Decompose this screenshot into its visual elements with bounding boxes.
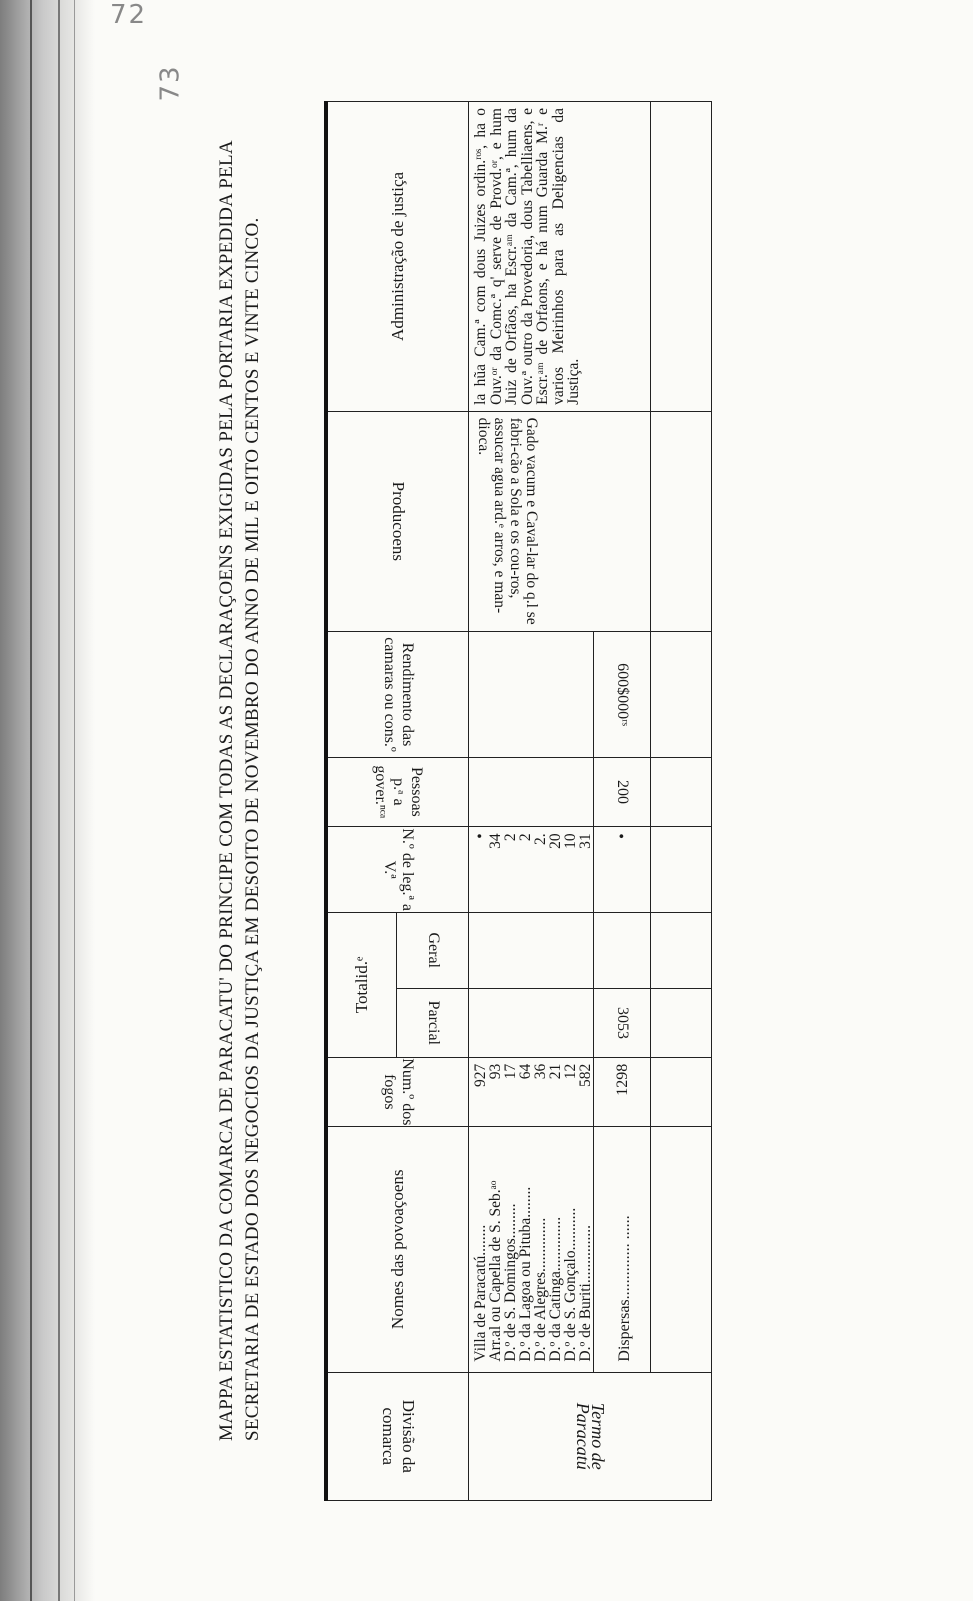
page-number: 73: [155, 64, 186, 102]
povoacao-name: Villa de Paracatú........: [471, 1224, 489, 1362]
fogos-value: 582: [576, 1063, 594, 1087]
binding-crease: [74, 0, 75, 1601]
statistics-table: [324, 101, 712, 1501]
fogos-value: 64: [516, 1063, 534, 1079]
header-leguas: N.º de leg.ª a V.ª: [326, 826, 469, 912]
header-parcial: Parcial: [396, 988, 468, 1057]
rendimento-empty: [468, 631, 593, 757]
header-divisao: Divisão da comarca: [326, 1372, 469, 1500]
leguas-value: 20: [546, 832, 564, 849]
leguas-value: 31: [576, 832, 594, 849]
fogos-value: 12: [561, 1063, 579, 1079]
producoens-cell: Gado vacum e Caval-lar do q.l se fabri-cão a Sola e os cou-ros, assucar agua ard.ᵉ arros, e man-dioca.: [468, 411, 650, 631]
povoacao-name: D.º da Lagoa ou Pituba........: [516, 1186, 534, 1362]
povoacao-name: D.º da Catinga..............: [546, 1216, 564, 1362]
dispersas-leguas: •: [593, 826, 650, 912]
header-nomes: Nomes das povoaçoens: [326, 1126, 469, 1372]
povoacao-name: D.º de S. Gonçalo...........: [561, 1207, 579, 1362]
document-title: MAPPA ESTATISTICO DA COMARCA DE PARACATU' DO PRINCIPE COM TODAS AS DECLARAÇOENS EXIGIDAS PELA PORTARIA EXPEDIDA PELA SECRETARIA DE ESTADO DOS NEGOCIOS DA JUSTIÇA EM DESOITO DE NOVEMBRO DO ANNO DE MIL E OITO CENTOS E VINTE CINCO.: [215, 140, 263, 1441]
fogos-value: 93: [486, 1063, 504, 1079]
divisao-cell: Termo de Paracatú: [468, 1372, 711, 1500]
header-num-fogos: Num.º dos fogos: [326, 1057, 469, 1126]
header-administracao: Administração de justiça: [326, 101, 469, 411]
handwritten-mark: 72: [110, 0, 148, 30]
table-row-blank: [650, 101, 711, 1500]
povoacoes-names: [468, 1126, 593, 1372]
table-row-povoacoes: [468, 101, 593, 1500]
dispersas-geral: [593, 912, 650, 988]
fogos-column: [468, 1057, 593, 1126]
povoacao-name: Arr.al ou Capella de S. Seb.ᵃᵒ: [486, 1180, 504, 1362]
header-pessoas: Pessoas p.ᵃ a gover.ⁿᶜᵃ: [326, 757, 469, 826]
dispersas-name: Dispersas.............. ......: [593, 1126, 650, 1372]
header-geral: Geral: [396, 912, 468, 988]
leguas-value: •: [471, 832, 489, 839]
rotated-document: [207, 101, 967, 1501]
header-producoens: Producoens: [326, 411, 469, 631]
leguas-value: 2: [516, 832, 534, 841]
leguas-value: 2.: [531, 832, 549, 845]
binding-crease: [30, 0, 32, 1601]
header-rendimento: Rendimento das camaras ou cons.º: [326, 631, 469, 757]
geral-empty: [468, 912, 593, 988]
fogos-value: 927: [471, 1063, 489, 1087]
dispersas-rendimento: 600$000ʳˢ: [593, 631, 650, 757]
dispersas-fogos: 1298: [593, 1057, 650, 1126]
fogos-value: 36: [531, 1063, 549, 1079]
leguas-value: 2: [501, 832, 519, 841]
book-binding-shadow: [0, 0, 95, 1601]
header-totalid: Totalid.ᵉ: [326, 912, 397, 1057]
leguas-value: 34: [486, 832, 504, 849]
statistics-table-wrapper: [324, 101, 967, 1501]
administracao-cell: la hũa Cam.ª com dous Juizes ordin.ʳᵒˢ, ha o Ouv.ᵒʳ da Comc.ª q' serve de Provd.ᵒʳ, e hum Juiz de Orfãos, ha Escr.ᵃᵐ da Cam.ª, hum da Ouv.ª outro da Provedoria, dous Tabelliaens, e Escr.ᵃᵐ de Orfaons, e há num Guarda M.ʳ e varios Meirinhos para as Deligencias da Justiça.: [468, 101, 650, 411]
leguas-column: [468, 826, 593, 912]
binding-crease: [58, 0, 60, 1601]
povoacao-name: D.º de Alegres..............: [531, 1217, 549, 1362]
leguas-value: 10: [561, 832, 579, 849]
dispersas-pessoas: 200: [593, 757, 650, 826]
fogos-value: 17: [501, 1063, 519, 1079]
dispersas-parcial: 3053: [593, 988, 650, 1057]
fogos-value: 21: [546, 1063, 564, 1079]
pessoas-empty: [468, 757, 593, 826]
povoacao-name: D.º de Buriti...............: [576, 1224, 594, 1362]
parcial-empty: [468, 988, 593, 1057]
povoacao-name: D.º de S. Domingos.........: [501, 1202, 519, 1362]
